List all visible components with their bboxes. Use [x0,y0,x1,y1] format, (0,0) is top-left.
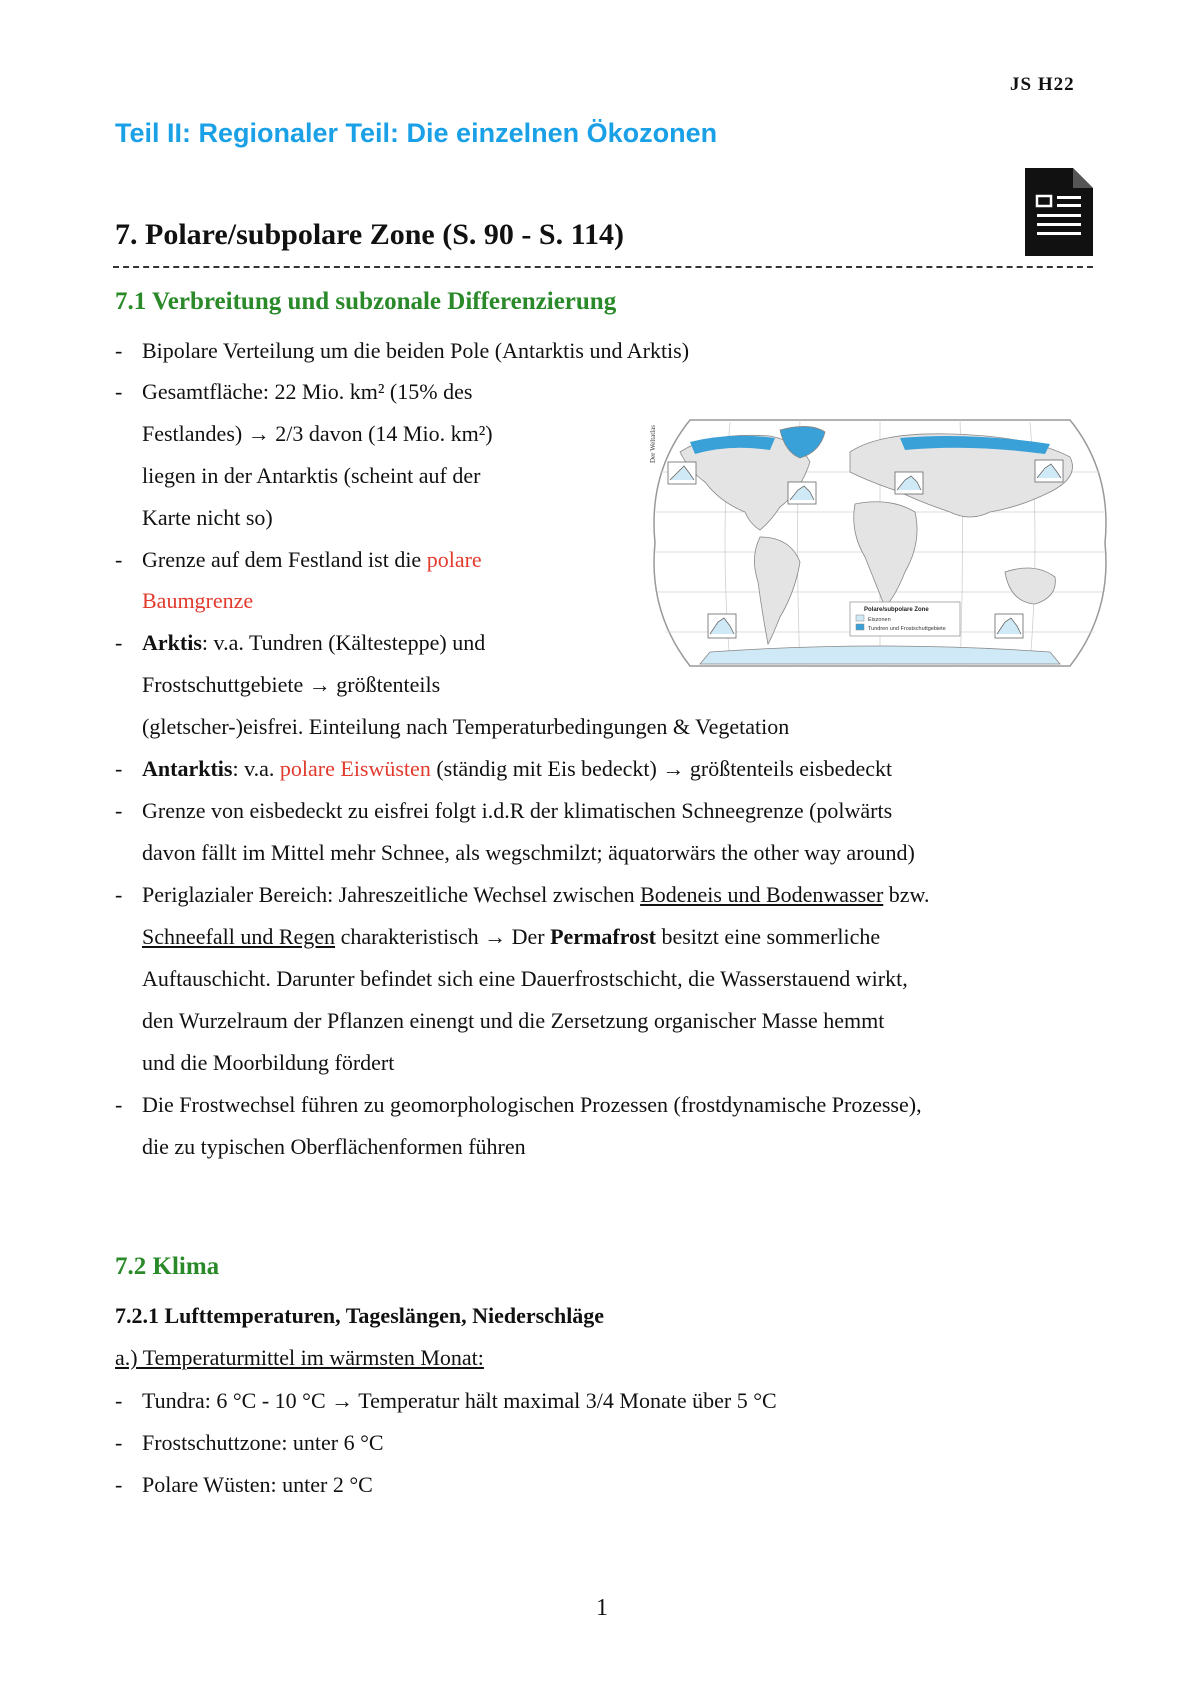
map-source-label: Der Weltatlas [649,425,657,463]
divider [113,266,1093,268]
svg-text:Eiszonen: Eiszonen [868,617,891,623]
section-title-7-1: 7.1 Verbreitung und subzonale Differenzierung [115,288,617,315]
chapter-title: 7. Polare/subpolare Zone (S. 90 - S. 114) [115,218,624,251]
svg-text:Tundren und Frostschuttgebiete: Tundren und Frostschuttgebiete [868,626,946,632]
subsection-title: 7.2.1 Lufttemperaturen, Tageslängen, Niederschläge [115,1303,605,1328]
page-number: 1 [596,1595,608,1621]
section-title-7-2: 7.2 Klima [115,1253,220,1280]
header-tag: JS H22 [1010,74,1075,95]
temperature-heading: a.) Temperaturmittel im wärmsten Monat: [115,1345,484,1370]
map-legend [850,602,960,636]
document-icon [1025,168,1093,256]
part-title: Teil II: Regionaler Teil: Die einzelnen Ökozonen [115,118,718,148]
world-map-image [650,412,1110,674]
svg-text:Polare/subpolare Zone: Polare/subpolare Zone [864,607,929,613]
